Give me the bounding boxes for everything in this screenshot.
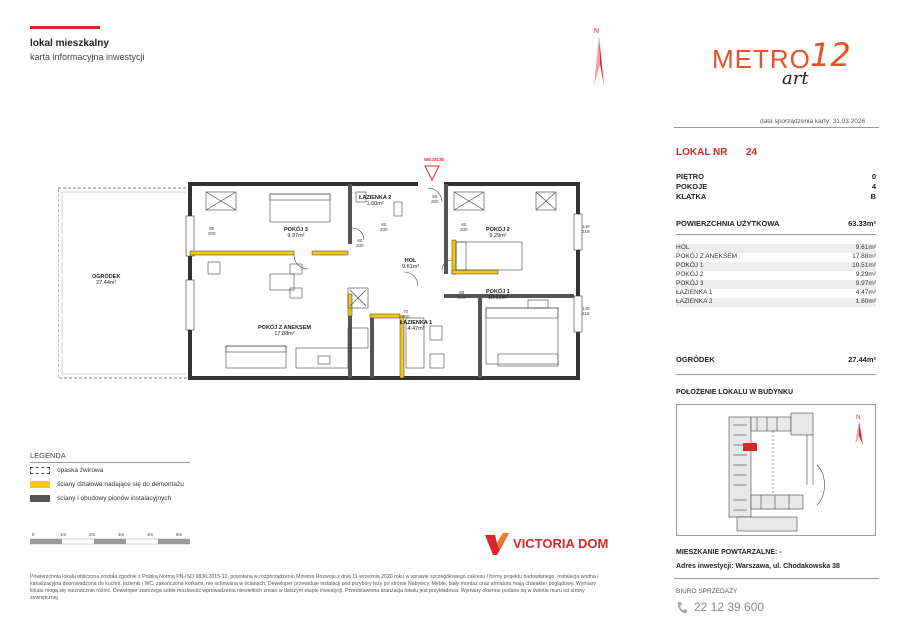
room-name: OGRÓDEK — [92, 274, 121, 280]
compass-icon — [588, 24, 610, 88]
scale-label: 2m — [89, 532, 96, 537]
room-value: 9.61m² — [855, 244, 876, 251]
logo-number: 12 — [810, 36, 851, 74]
date-line: data sporządzenia karty: 31.03.2026 — [760, 118, 866, 125]
garden-area — [58, 188, 190, 378]
room-label: POKÓJ 2 — [676, 271, 704, 278]
scale-bar — [30, 531, 190, 545]
victoria-dom-logo — [483, 531, 623, 557]
room-value: 9.97m² — [855, 280, 876, 287]
opening-dimension: 80 200 — [458, 290, 466, 300]
room-value: 1.60m² — [855, 298, 876, 305]
brand-name: VICTORIA DOM — [513, 536, 609, 551]
usable-area-value: 63.33m² — [848, 219, 876, 228]
opening-dimension: 80 200 — [356, 238, 364, 248]
room-area: 27.44m² — [96, 280, 117, 286]
info-label: POKOJE — [676, 182, 708, 191]
phone-icon — [676, 601, 688, 615]
sales-phone[interactable]: 22 12 39 600 — [694, 600, 765, 614]
garden-label: OGRÓDEK — [676, 355, 715, 364]
page-title: lokal mieszkalny — [30, 38, 109, 49]
scale-label: 4m — [147, 532, 154, 537]
garden-row — [676, 355, 876, 364]
room-area: 4.47m² — [407, 326, 425, 332]
room-row — [676, 244, 876, 253]
divider — [676, 374, 876, 375]
logo-metro-text: METRO — [712, 44, 811, 74]
building-position-title: POŁOŻENIE LOKALU W BUDYNKU — [676, 389, 794, 396]
info-value: 0 — [871, 172, 876, 181]
divider — [674, 127, 879, 128]
legend-label: ściany działowe nadające się do demontażu — [57, 481, 184, 488]
building-plan-image — [677, 405, 875, 535]
room-name: HOL — [404, 258, 417, 264]
header-accent-bar — [30, 26, 100, 29]
divider — [674, 578, 879, 579]
building-location-map — [676, 404, 876, 536]
room-name: ŁAZIENKA 1 — [400, 320, 433, 326]
plan-label-pokoj3 — [284, 227, 308, 239]
scale-label: 5m — [176, 532, 183, 537]
opening-dimension: 70 200 — [402, 309, 410, 319]
info-label: PIĘTRO — [676, 172, 704, 181]
scale-label: 1m — [60, 532, 67, 537]
room-value: 10.51m² — [852, 262, 876, 269]
room-row — [676, 280, 876, 289]
legend-swatch-walls — [30, 495, 50, 502]
opening-dimension: 90 200 — [431, 194, 439, 204]
scale-label: 0 — [32, 532, 35, 537]
opening-dimension: 80 200 — [460, 222, 468, 232]
info-label: KLATKA — [676, 192, 707, 201]
plan-label-lazienka2 — [359, 195, 391, 207]
usable-area-label: POWIERZCHNIA UŻYTKOWA — [676, 219, 780, 228]
room-value: 17.88m² — [852, 253, 876, 260]
divider — [30, 462, 190, 463]
entrance-label: WEJŚCIE — [424, 157, 445, 162]
victoria-dom-mark-icon — [483, 531, 511, 557]
metro-art-logo — [712, 38, 852, 98]
mini-compass-label: N — [856, 415, 861, 421]
repeat-apartment: MIESZKANIE POWTARZALNE: - — [676, 549, 782, 556]
lokal-nr-value: 24 — [746, 147, 758, 158]
legend-label: ściany i obudowy pionów instalacyjnych — [57, 495, 172, 502]
room-row — [676, 253, 876, 262]
room-name: POKÓJ 3 — [284, 227, 308, 233]
legend-swatch-removable — [30, 481, 50, 488]
window-dimension: 140 219 — [582, 306, 590, 316]
room-row — [676, 298, 876, 307]
room-area: 17.88m² — [274, 331, 295, 337]
room-label: POKÓJ 1 — [676, 262, 704, 269]
room-row — [676, 289, 876, 298]
room-area: 9.61m² — [402, 264, 420, 270]
room-name: POKÓJ Z ANEKSEM — [258, 325, 311, 331]
room-row — [676, 262, 876, 271]
legend-title: LEGENDA — [30, 451, 66, 460]
opening-dimension: 60 200 — [380, 222, 388, 232]
info-row-stairway — [676, 192, 876, 202]
lokal-nr-label: LOKAL NR — [676, 147, 728, 158]
plan-label-lazienka1 — [400, 320, 432, 332]
room-label: ŁAZIENKA 1 — [676, 289, 713, 296]
room-label: HOL — [676, 244, 690, 251]
info-row-rooms — [676, 182, 876, 192]
info-value: B — [870, 192, 876, 201]
room-label: ŁAZIENKA 2 — [676, 298, 713, 305]
investment-address: Adres inwestycji: Warszawa, ul. Chodakowska 38 — [676, 563, 840, 570]
room-area: 10.51m² — [487, 295, 509, 301]
room-area: 9.29m² — [489, 233, 507, 239]
room-name: POKÓJ 1 — [486, 289, 510, 295]
floor-plan — [58, 150, 598, 390]
plan-label-pokoj-aneks — [258, 325, 311, 337]
divider — [676, 234, 876, 235]
legend-swatch-gravel — [30, 467, 50, 474]
plan-label-pokoj1 — [486, 289, 510, 301]
room-label: POKÓJ 3 — [676, 280, 704, 287]
room-name: POKÓJ 2 — [486, 227, 510, 233]
plan-label-hol — [402, 258, 419, 270]
room-value: 9.29m² — [855, 271, 876, 278]
legend-label: opaska żwirowa — [57, 467, 104, 474]
room-row — [676, 271, 876, 280]
garden-value: 27.44m² — [848, 355, 876, 364]
logo-art-text: art — [782, 68, 809, 89]
room-label: POKÓJ Z ANEKSEM — [676, 253, 738, 260]
info-value: 4 — [871, 182, 876, 191]
scale-label: 3m — [118, 532, 125, 537]
room-value: 4.47m² — [855, 289, 876, 296]
disclaimer: Powierzchnia lokalu obliczona została zgodnie z Polską Normą PN-ISO 9836:2015-12, powołaną w rozporządzeniu Ministra Rozwoju z dnia 11 września 2020 roku w sprawie szczegółowego zakresu i formy projektu budowlanego. Instalacja wodna i kanalizacyjna doprowadzona do kuchni, łazienki i WC, zakończona korkami, nie schowana w ścianach. Deweloper przewiduje instalacji pod przybory leży po stronie Nabywcy. Meble, biały montaż oraz armatura mają charakter poglądowy. Wymiary lokalu mogą się nieznacznie różnić. Deweloper zastrzega sobie możliwość wprowadzenia niewielkich zmian w dalszym etapie inwestycji. Przedstawiona aranżacja lokalu jest przykładowa. Wymiary okienne podane są w świetle muru od strony zewnętrznej. — [30, 574, 599, 601]
plan-label-pokoj2 — [486, 227, 510, 239]
outer-walls — [190, 184, 578, 378]
room-name: ŁAZIENKA 2 — [359, 195, 392, 201]
opening-dimension: 80 200 — [208, 226, 216, 236]
info-row-floor — [676, 172, 876, 182]
page-subtitle: karta informacyjna inwestycji — [30, 52, 145, 62]
sales-office-label: BIURO SPRZEDAŻY — [676, 588, 738, 595]
room-area: 9.97m² — [287, 233, 305, 239]
compass-label: N — [594, 28, 600, 35]
usable-area-row — [676, 219, 876, 228]
window-dimension: 140 219 — [582, 224, 590, 234]
room-area: 1.60m² — [366, 201, 384, 207]
plan-label-garden — [92, 274, 120, 286]
